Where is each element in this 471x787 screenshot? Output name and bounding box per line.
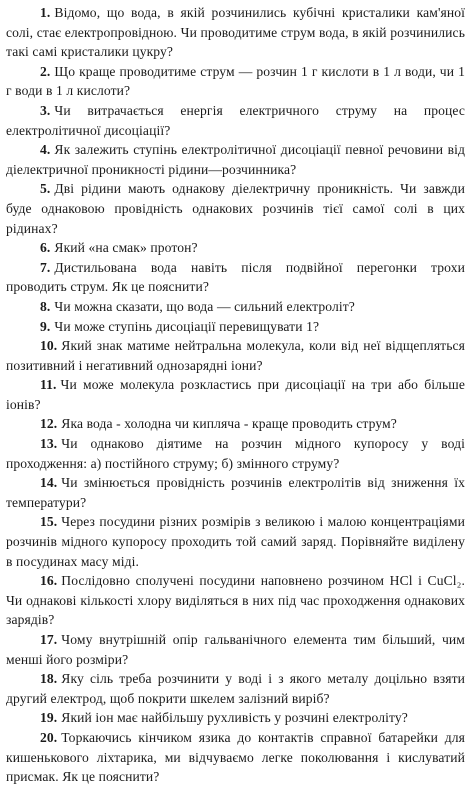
question-9 (6, 317, 465, 337)
question-10 (6, 336, 465, 375)
question-4 (6, 140, 465, 179)
question-14 (6, 473, 465, 512)
question-20 (6, 728, 465, 787)
question-text: Як залежить ступінь електролітичної дисоціації певної речовини від діелектричної проникності рідини—розчинника? (6, 142, 465, 177)
question-6 (6, 238, 465, 258)
question-8 (6, 297, 465, 317)
question-number: 3. (40, 102, 51, 118)
question-number: 20. (40, 729, 58, 745)
question-text: Через посудини різних розмірів з великою і малою концентраціями розчинів мідного купоросу проходить той самий заряд. Порівняйте виділену в посудинах масу міді. (6, 514, 465, 569)
question-number: 8. (40, 298, 51, 314)
question-13 (6, 434, 465, 473)
question-number: 5. (40, 181, 51, 197)
question-text: Чи може ступінь дисоціації перевищувати 1? (54, 318, 320, 334)
question-text: Що краще проводитиме струм — розчин 1 г кислоти в 1 л води, чи 1 г води в 1 л кислоти? (6, 63, 465, 99)
question-number: 18. (40, 671, 58, 687)
question-2 (6, 62, 465, 101)
question-text: Який «на смак» протон? (54, 240, 198, 256)
question-number: 2. (40, 63, 51, 79)
question-7 (6, 258, 465, 297)
question-16 (6, 571, 465, 630)
question-text: Яка вода - холодна чи кипляча - краще проводить струм? (61, 416, 397, 432)
question-text: Дві рідини мають однакову діелектричну проникність. Чи завжди буде однаковою провідність однакових розчинів тієї самої солі в цих рідинах? (6, 181, 465, 236)
question-number: 9. (40, 318, 51, 334)
question-number: 10. (40, 338, 58, 354)
question-text: Послідовно сполучені посудини наповнено розчином HCl і CuCl₂. Чи однакові кількості хлору виділяться в них під час проходження однакових зарядів? (6, 573, 465, 628)
question-3 (6, 101, 465, 140)
question-text: Чи витрачається енергія електричного струму на процес електролітичної дисоціації? (6, 102, 465, 138)
question-12 (6, 414, 465, 434)
question-11 (6, 375, 465, 414)
question-text: Чи змінюється провідність розчинів електролітів від зниження їх температури? (6, 475, 465, 510)
question-number: 16. (40, 573, 58, 589)
question-number: 19. (40, 710, 58, 726)
question-number: 7. (40, 259, 51, 275)
question-18 (6, 669, 465, 708)
question-text: Чому внутрішній опір гальванічного елемента тим більший, чим менші його розміри? (6, 632, 465, 667)
question-number: 11. (40, 377, 57, 393)
question-number: 17. (40, 632, 58, 647)
question-number: 13. (40, 436, 58, 452)
question-number: 1. (40, 5, 51, 20)
question-17 (6, 630, 465, 669)
question-text: Який іон має найбільшу рухливість у розчині електроліту? (61, 710, 408, 726)
question-number: 14. (40, 475, 58, 491)
question-text: Яку сіль треба розчинити у воді і з якого металу доцільно взяти другий електрод, щоб покрити шкелем залізний виріб? (6, 671, 465, 706)
question-1 (6, 3, 465, 62)
question-text: Дистильована вода навіть після подвійної перегонки трохи проводить струм. Як це пояснити? (6, 259, 465, 295)
question-text: Чи однаково діятиме на розчин мідного купоросу у воді проходження: а) постійного струму; б) змінного струму? (6, 436, 465, 471)
question-text: Відомо, що вода, в якій розчинились кубічні кристалики кам'яної солі, стає електропровідною. Чи проводитиме струм вода, в якій розчинились такі самі кристалики цукру? (6, 5, 465, 60)
question-text: Торкаючись кінчиком язика до контактів справної батарейки для кишенькового ліхтарика, ми відчуваємо легке поколювання і кислуватий присмак. Як це пояснити? (6, 729, 465, 785)
question-number: 12. (40, 416, 58, 432)
question-number: 4. (40, 142, 51, 158)
question-text: Який знак матиме нейтральна молекула, коли від неї відщепляться позитивний і негативний однозарядні іони? (6, 338, 465, 373)
question-text: Чи може молекула розкластись при дисоціації на три або більше іонів? (6, 377, 465, 412)
question-19 (6, 708, 465, 728)
question-15 (6, 512, 465, 571)
question-number: 6. (40, 240, 51, 256)
question-5 (6, 179, 465, 238)
question-text: Чи можна сказати, що вода — сильний електроліт? (54, 298, 355, 314)
question-number: 15. (40, 514, 58, 530)
